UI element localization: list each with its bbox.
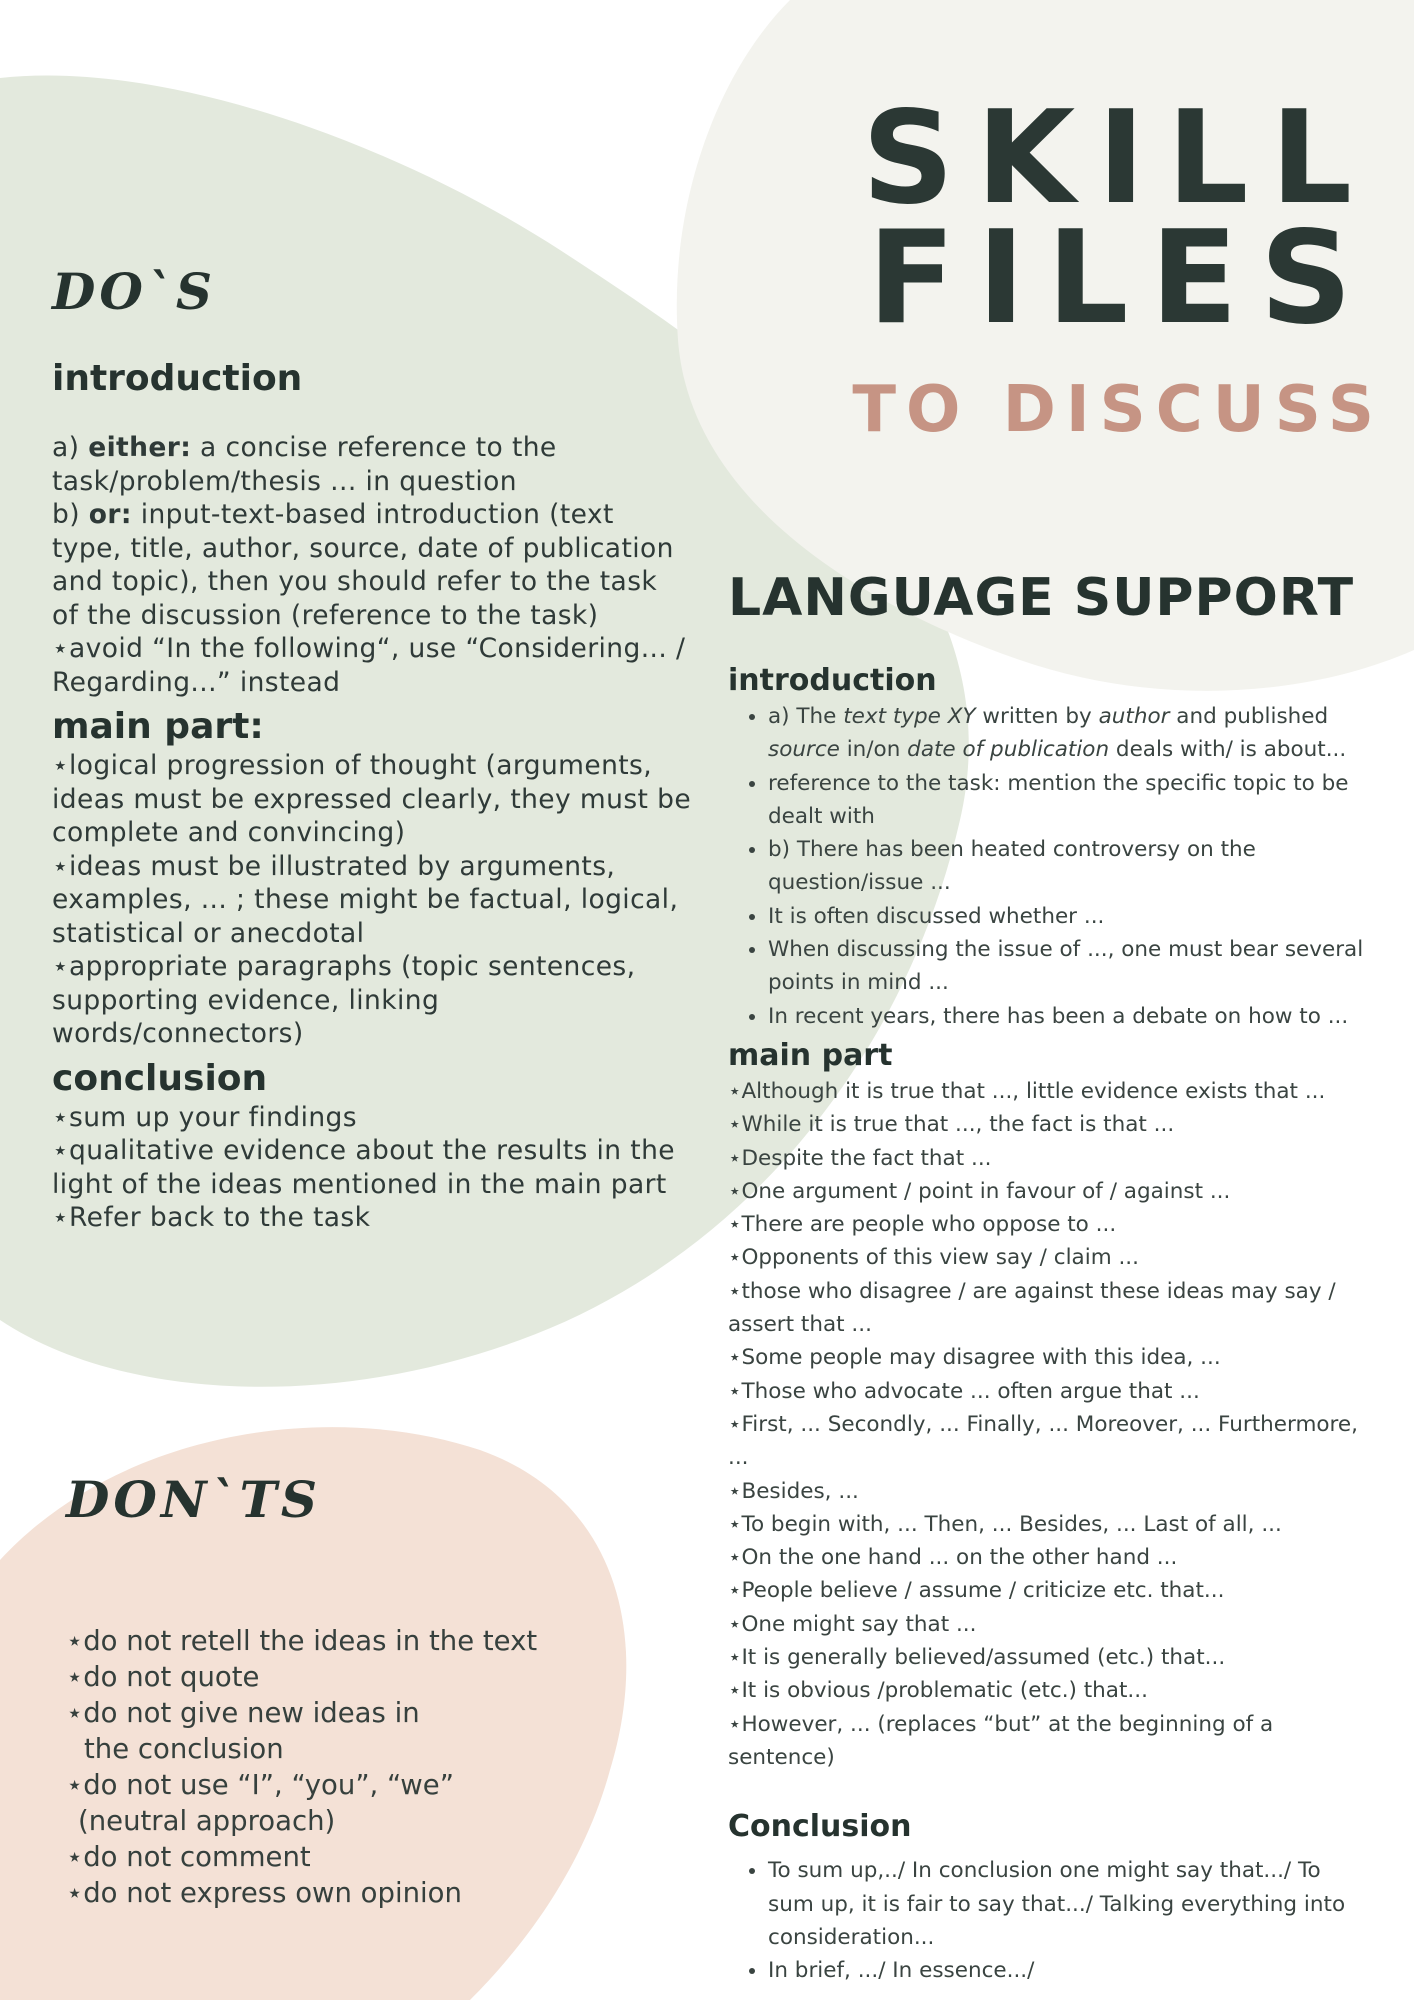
dos-introduction-text xyxy=(52,431,692,699)
dos-conclusion-heading: conclusion xyxy=(52,1057,268,1099)
list-item: ⋆It is generally believed/assumed (etc.) that... xyxy=(728,1645,1226,1671)
language-support-heading: LANGUAGE SUPPORT xyxy=(728,568,1355,628)
dos-intro-note: ⋆avoid “In the following“, use “Considering... / Regarding...” instead xyxy=(52,633,686,698)
list-item: • In recent years, there has been a debate on how to ... xyxy=(768,1000,1368,1033)
list-item: ⋆However, ... (replaces “but” at the beginning of a sentence) xyxy=(728,1711,1274,1770)
donts-item: ⋆do not express own opinion xyxy=(66,1877,462,1909)
ls-conclusion-heading: Conclusion xyxy=(728,1809,912,1845)
donts-item: ⋆do not retell the ideas in the text xyxy=(66,1625,538,1657)
ls-introduction-heading: introduction xyxy=(728,663,937,698)
dos-main-part-heading: main part: xyxy=(52,706,264,747)
list-item: ⋆Opponents of this view say / claim ... xyxy=(728,1245,1139,1271)
list-item: ⋆those who disagree / are against these ideas may say / assert that ... xyxy=(728,1278,1336,1338)
dos-intro-a: a) either: a concise reference to the task/problem/thesis ... in question xyxy=(52,432,557,497)
dos-intro-b: b) or: input-text-based introduction (text type, title, author, source, date of publication and topic), then you should refer to the task of the discussion (reference to the task) xyxy=(52,499,674,631)
list-item: ⋆Although it is true that ..., little evidence exists that ... xyxy=(728,1078,1326,1104)
list-item: ⋆It is obvious /problematic (etc.) that... xyxy=(728,1678,1148,1704)
donts-item: the conclusion xyxy=(84,1733,284,1765)
dos-main-item: ⋆ideas must be illustrated by arguments, examples, ... ; these might be factual, logical, statistical or anecdotal xyxy=(52,850,679,949)
ls-conclusion-list xyxy=(728,1854,1368,1987)
list-item: ⋆Despite the fact that ... xyxy=(728,1145,992,1171)
ls-main-part-list xyxy=(728,1075,1368,1774)
list-item: ⋆People believe / assume / criticize etc. that... xyxy=(728,1578,1225,1604)
list-item: • a) The text type XY written by author and published source in/on date of publication deals with/ is about... xyxy=(768,700,1368,767)
list-item: • When discussing the issue of ..., one must bear several points in mind ... xyxy=(768,933,1368,1000)
dos-conclusion-item: ⋆qualitative evidence about the results in the light of the ideas mentioned in the main part xyxy=(52,1135,675,1200)
list-item: ⋆On the one hand ... on the other hand ... xyxy=(728,1545,1178,1571)
list-item: • In brief, .../ In essence.../ xyxy=(768,1954,1368,1987)
list-item: ⋆Some people may disagree with this idea, ... xyxy=(728,1345,1221,1371)
donts-item: ⋆do not comment xyxy=(66,1841,311,1873)
dos-introduction-heading: introduction xyxy=(52,358,303,399)
list-item: ⋆There are people who oppose to ... xyxy=(728,1212,1117,1238)
dos-main-part-text xyxy=(52,749,692,1051)
dos-main-item: ⋆logical progression of thought (arguments, ideas must be expressed clearly, they must be complete and convincing) xyxy=(52,750,692,848)
donts-item: ⋆do not quote xyxy=(66,1661,260,1693)
donts-item: ⋆do not give new ideas in xyxy=(66,1697,420,1729)
dos-main-item: ⋆appropriate paragraphs (topic sentences, supporting evidence, linking words/connectors) xyxy=(52,951,636,1049)
list-item: • reference to the task: mention the specific topic to be dealt with xyxy=(768,767,1368,834)
language-support-section xyxy=(728,568,1368,1987)
list-item: ⋆While it is true that ..., the fact is that ... xyxy=(728,1112,1175,1138)
title-line-1: SKILL xyxy=(861,84,1374,233)
list-item: ⋆Besides, ... xyxy=(728,1478,859,1504)
title-line-2: FILES xyxy=(867,204,1374,353)
ls-introduction-list xyxy=(728,700,1368,1033)
title-subtitle: TO DISCUSS xyxy=(852,373,1384,447)
dos-heading: DO`S xyxy=(52,262,217,321)
list-item: ⋆First, ... Secondly, ... Finally, ... Moreover, ... Furthermore, ... xyxy=(728,1411,1358,1471)
donts-item: ⋆do not use “I”, “you”, “we” xyxy=(66,1769,454,1801)
dos-conclusion-item: ⋆Refer back to the task xyxy=(52,1202,371,1233)
list-item: • To sum up,../ In conclusion one might say that.../ To sum up, it is fair to say that.../ Talking everything into consideration... xyxy=(768,1854,1368,1954)
donts-item: (neutral approach) xyxy=(78,1805,336,1837)
dos-conclusion-text xyxy=(52,1101,692,1235)
donts-list xyxy=(66,1623,586,1911)
donts-section xyxy=(66,1470,586,1911)
list-item: • It is often discussed whether ... xyxy=(768,900,1368,933)
list-item: ⋆To begin with, ... Then, ... Besides, ... Last of all, ... xyxy=(728,1511,1282,1537)
ls-main-part-heading: main part xyxy=(728,1037,893,1073)
dos-section xyxy=(52,262,692,1235)
list-item: ⋆Those who advocate ... often argue that ... xyxy=(728,1378,1200,1404)
list-item: ⋆One argument / point in favour of / against ... xyxy=(728,1178,1231,1204)
list-item: • b) There has been heated controversy on the question/issue ... xyxy=(768,833,1368,900)
dos-conclusion-item: ⋆sum up your findings xyxy=(52,1101,357,1133)
list-item: ⋆One might say that ... xyxy=(728,1611,977,1637)
donts-heading: DON`TS xyxy=(66,1470,321,1529)
